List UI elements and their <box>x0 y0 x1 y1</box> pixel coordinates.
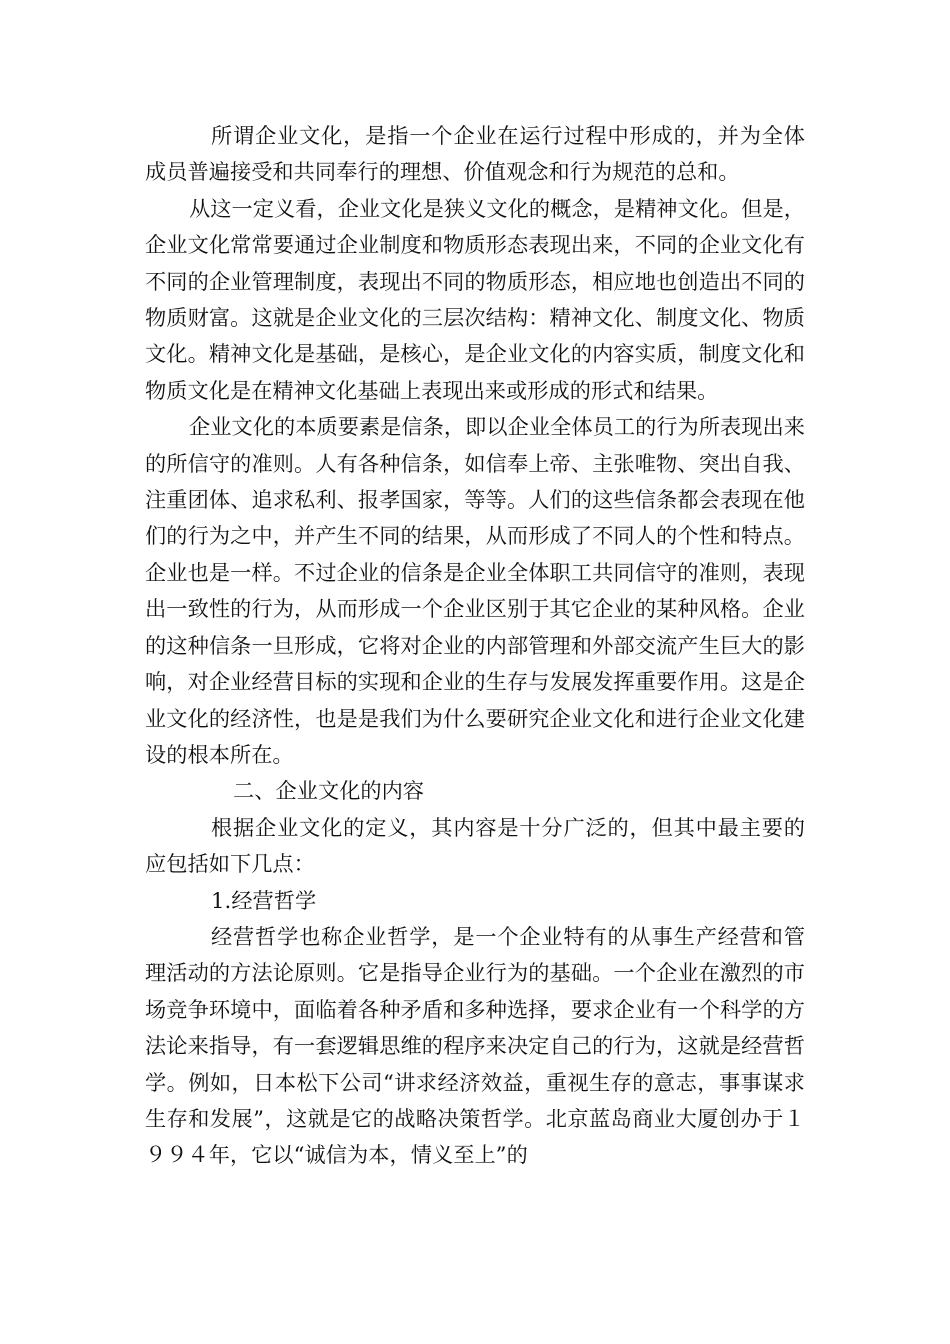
paragraph-three-layers: 从这一定义看，企业文化是狭义文化的概念，是精神文化。但是，企业文化常常要通过企业制度和物质形态表现出来，不同的企业文化有不同的企业管理制度，表现出不同的物质形态，相应地也创造出不同的物质财富。这就是企业文化的三层次结构：精神文化、制度文化、物质文化。精神文化是基础，是核心，是企业文化的内容实质，制度文化和物质文化是在精神文化基础上表现出来或形成的形式和结果。 <box>145 195 805 403</box>
subsection-body: 经营哲学也称企业哲学，是一个企业特有的从事生产经营和管理活动的方法论原则。它是指导企业行为的基础。一个企业在激烈的市场竞争环境中，面临着各种矛盾和多种选择，要求企业有一个科学的方法论来指导，有一套逻辑思维的程序来决定自己的行为，这就是经营哲学。例如，日本松下公司“讲求经济效益，重视生存的意志，事事谋求生存和发展”，这就是它的战略决策哲学。北京蓝岛商业大厦创办于１９９４年，它以“诚信为本，情义至上”的 <box>145 923 805 1168</box>
subsection-heading: 1.经营哲学 <box>211 887 317 913</box>
section-intro: 根据企业文化的定义，其内容是十分广泛的，但其中最主要的应包括如下几点： <box>145 814 805 877</box>
document-page <box>145 118 805 1174</box>
paragraph-beliefs: 企业文化的本质要素是信条，即以企业全体员工的行为所表现出来的所信守的准则。人有各种信条，如信奉上帝、主张唯物、突出自我、注重团体、追求私利、报孝国家，等等。人们的这些信条都会表现在他们的行为之中，并产生不同的结果，从而形成了不同人的个性和特点。企业也是一样。不过企业的信条是企业全体职工共同信守的准则，表现出一致性的行为，从而形成一个企业区别于其它企业的某种风格。企业的这种信条一旦形成，它将对企业的内部管理和外部交流产生巨大的影响，对企业经营目标的实现和企业的生存与发展发挥重要作用。这是企业文化的经济性，也是是我们为什么要研究企业文化和进行企业文化建设的根本所在。 <box>145 414 805 767</box>
section-heading: 二、企业文化的内容 <box>233 778 425 804</box>
paragraph-definition: 所谓企业文化，是指一个企业在运行过程中形成的，并为全体成员普遍接受和共同奉行的理想、价值观念和行为规范的总和。 <box>145 123 805 185</box>
